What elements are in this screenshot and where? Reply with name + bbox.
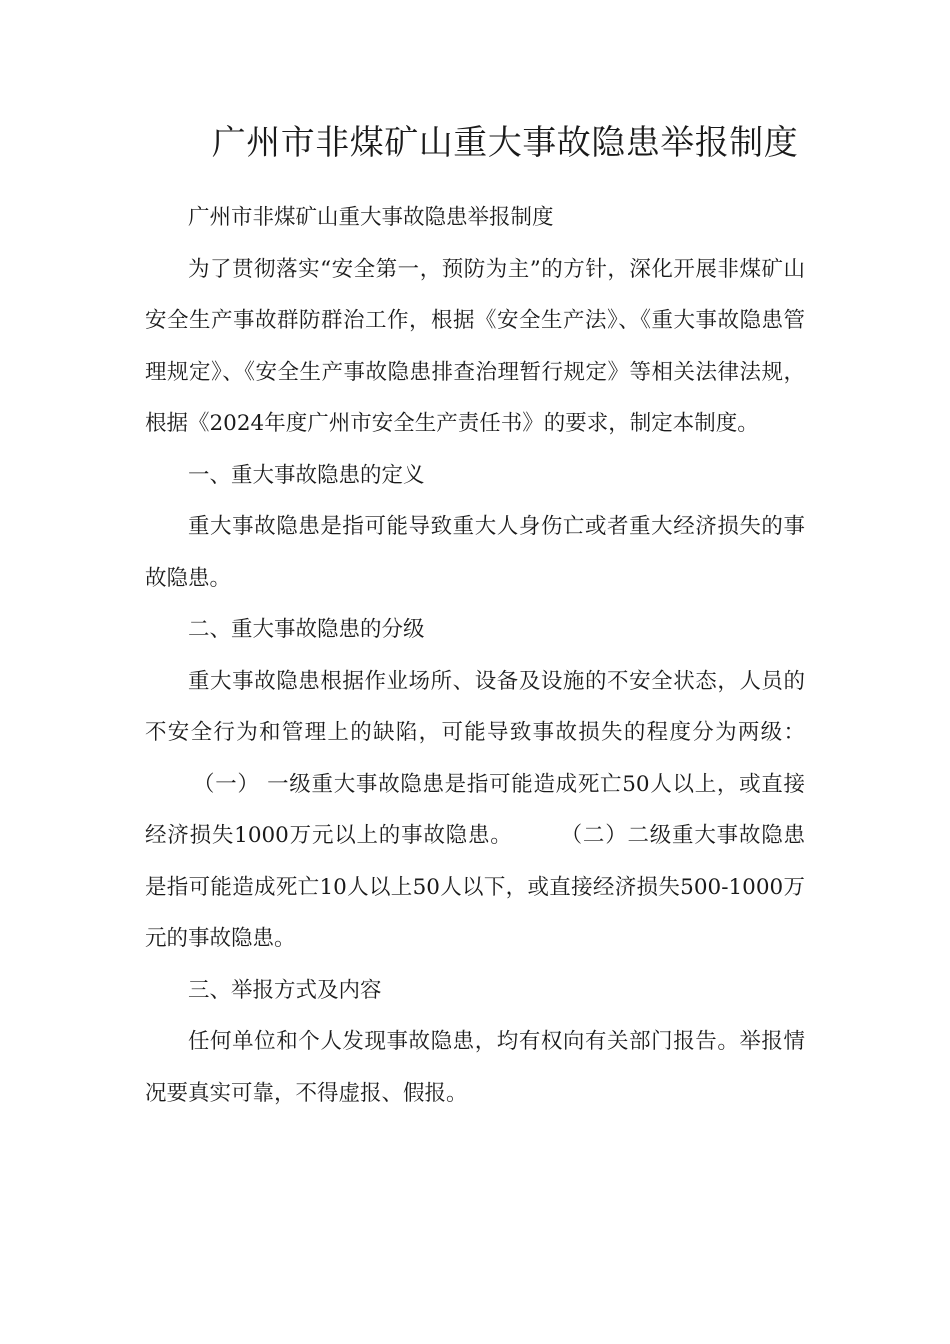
document-body: [145, 192, 805, 1119]
section-paragraph-definition: 重大事故隐患是指可能导致重大人身伤亡或者重大经济损失的事故隐患。: [145, 514, 805, 591]
document-subtitle: 广州市非煤矿山重大事故隐患举报制度: [188, 205, 554, 230]
section-heading-reporting: 三、举报方式及内容: [188, 977, 382, 1003]
grading-lead-text: 重大事故隐患根据作业场所、设备及设施的不安全状态，人员的不安全行为和管理上的缺陷，可能导致事故损失的程度分为两级：: [145, 668, 805, 745]
grading-level-one: （一） 一级重大事故隐患是指可能造成死亡50人以上，或直接经济损失1000万元以上的事故隐患。: [145, 771, 805, 848]
section-paragraph-reporting: 任何单位和个人发现事故隐患，均有权向有关部门报告。举报情况要真实可靠，不得虚报、假报。: [145, 1029, 805, 1106]
document-title: 广州市非煤矿山重大事故隐患举报制度: [211, 123, 799, 163]
section-heading-definition: 一、重大事故隐患的定义: [188, 462, 425, 488]
section-heading-grading: 二、重大事故隐患的分级: [188, 617, 425, 642]
section-paragraph-grading: [145, 656, 805, 965]
grading-level-two: （二）二级重大事故隐患是指可能造成死亡10人以上50人以下，或直接经济损失500-1000万元的事故隐患。: [145, 823, 805, 951]
intro-paragraph: 为了贯彻落实“安全第一，预防为主”的方针，深化开展非煤矿山安全生产事故群防群治工作，根据《安全生产法》、《重大事故隐患管理规定》、《安全生产事故隐患排查治理暂行规定》等相关法律法规，根据《2024年度广州市安全生产责任书》的要求，制定本制度。: [145, 256, 805, 436]
